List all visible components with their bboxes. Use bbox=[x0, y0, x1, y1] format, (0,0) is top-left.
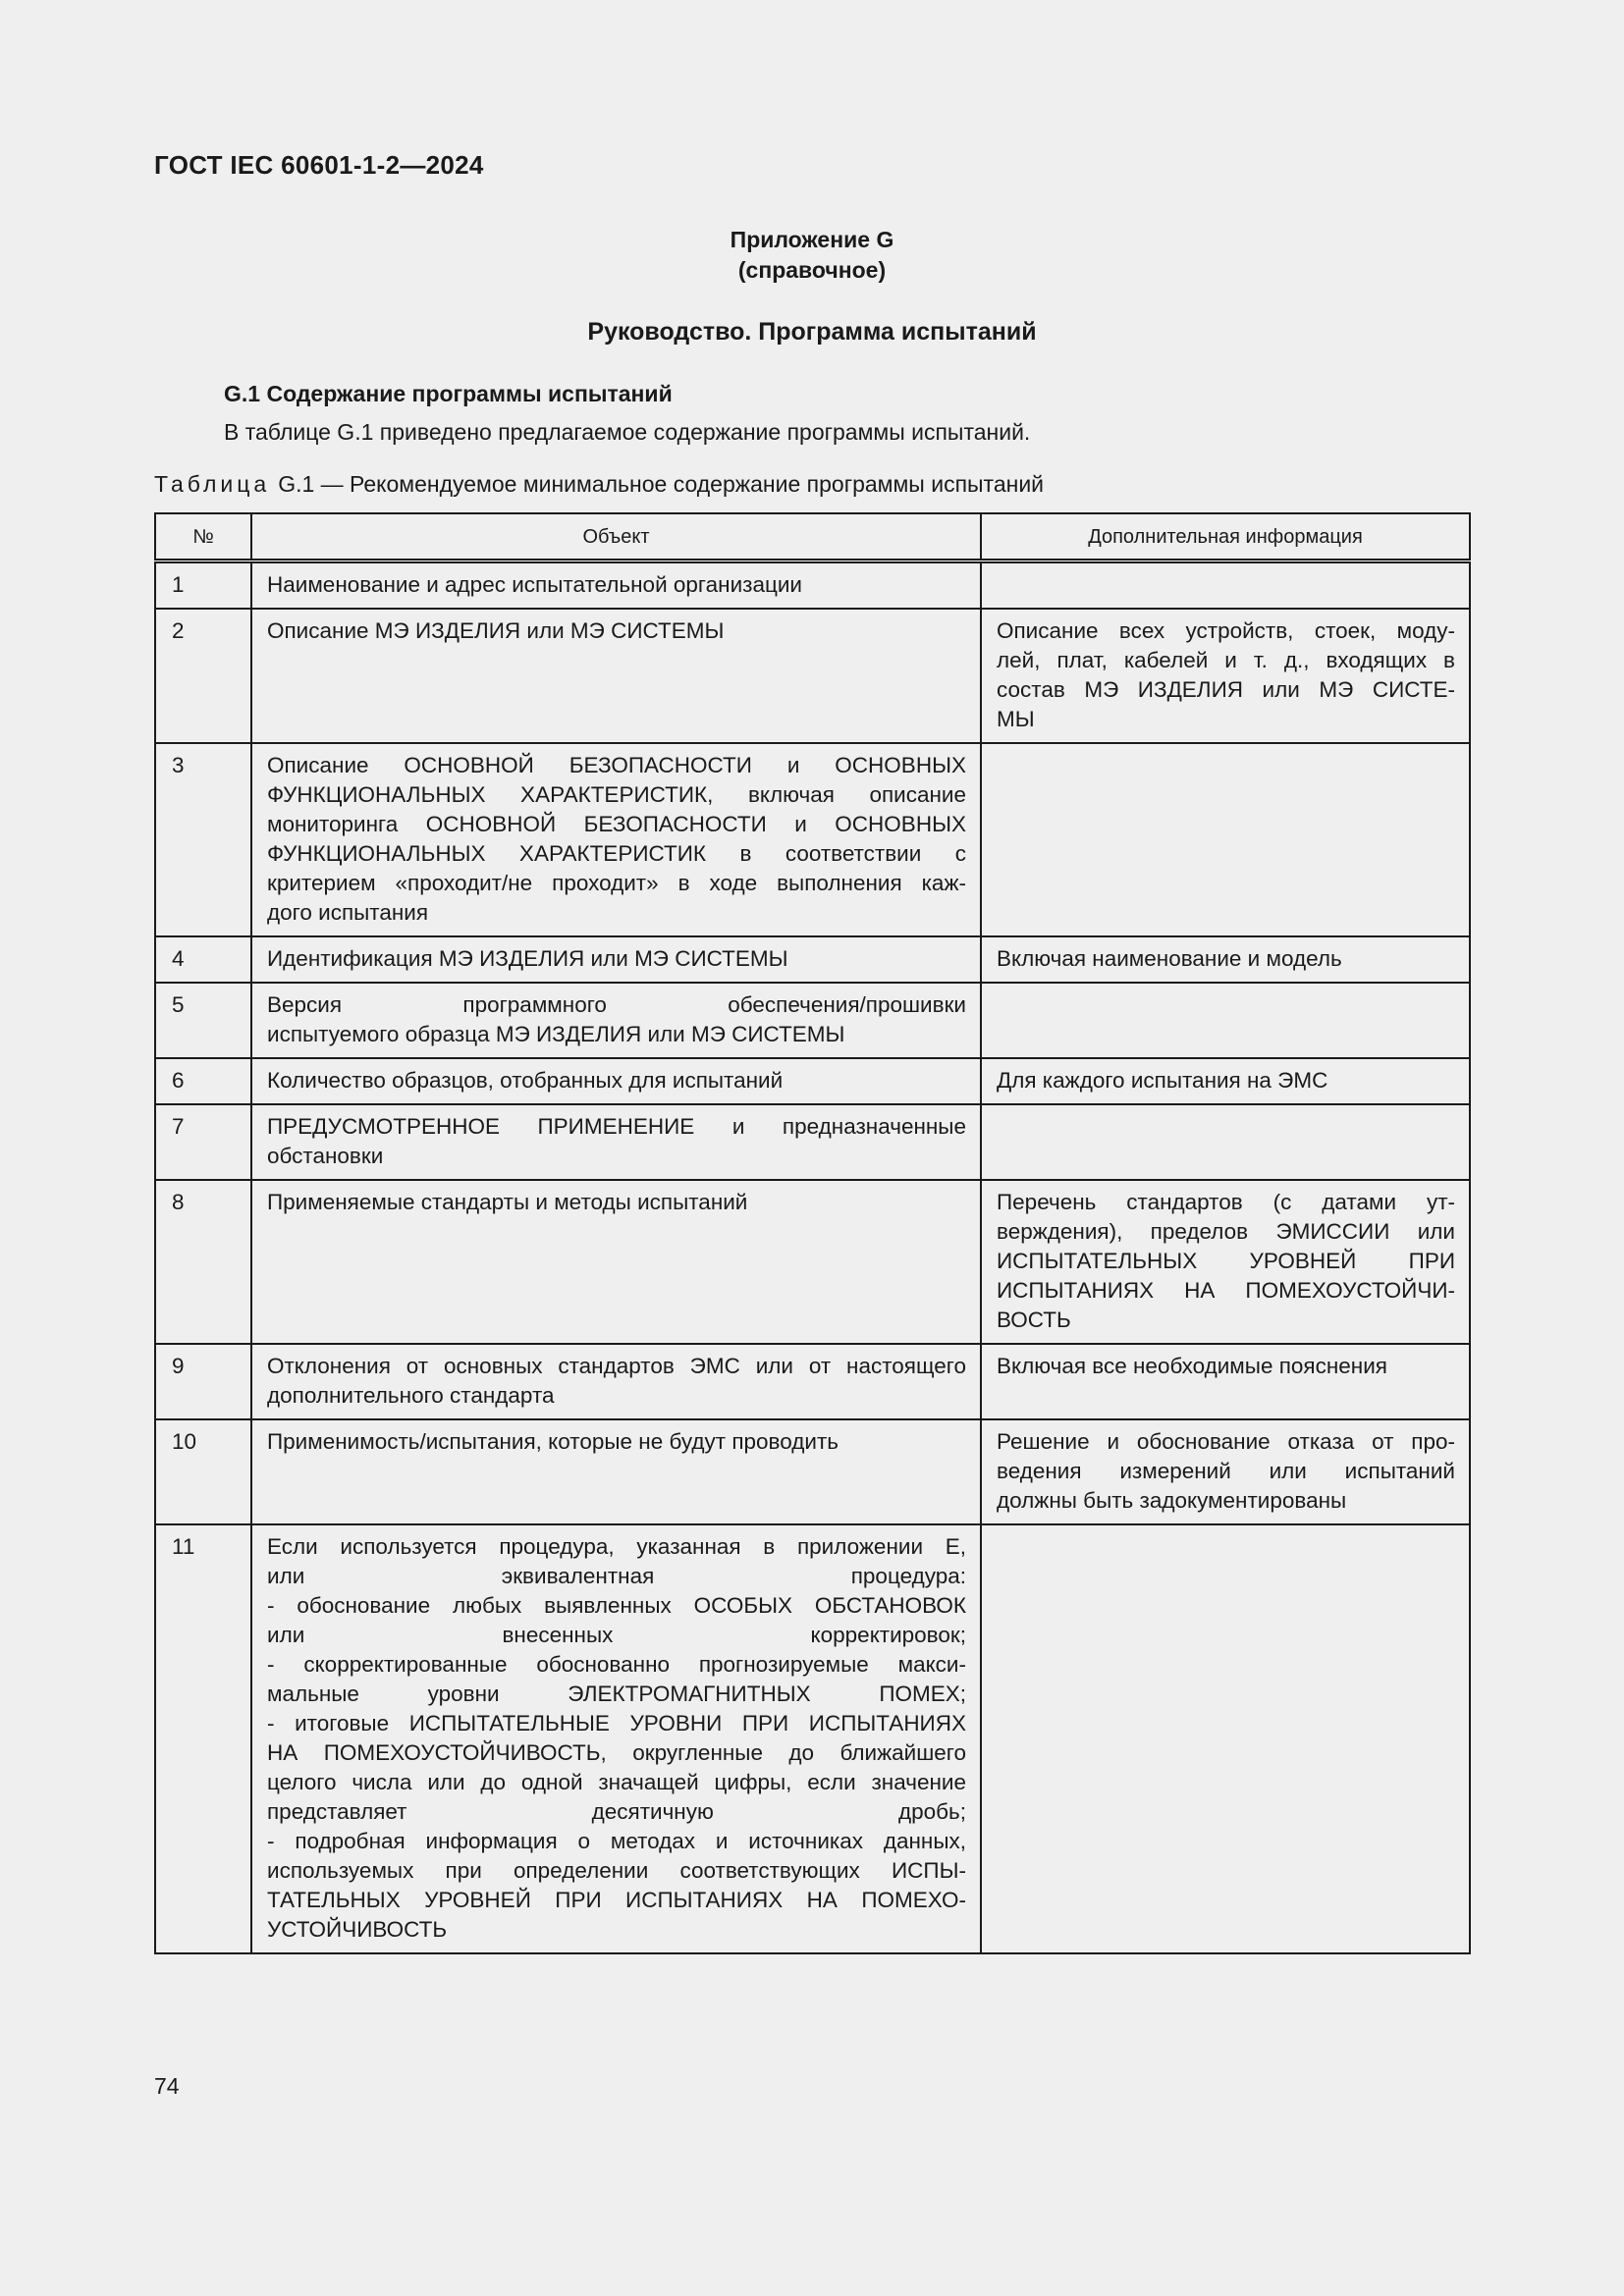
row-object-line: дополнительного стандарта bbox=[267, 1383, 555, 1408]
row-object-line: - подробная информация о методах и источниках данных, bbox=[267, 1829, 966, 1853]
row-info-cell bbox=[981, 1524, 1470, 1953]
row-object-line: обстановки bbox=[267, 1144, 384, 1168]
row-info-line: Включая все необходимые пояснения bbox=[997, 1354, 1387, 1378]
row-info-cell bbox=[981, 1419, 1470, 1524]
row-number: 6 bbox=[155, 1058, 251, 1104]
row-info-cell bbox=[981, 743, 1470, 936]
row-object-line: дого испытания bbox=[267, 900, 429, 925]
row-info-cell bbox=[981, 1058, 1470, 1104]
row-object-cell bbox=[251, 561, 981, 610]
column-header-object: Объект bbox=[251, 513, 981, 561]
table-body bbox=[155, 561, 1470, 1954]
table-row bbox=[155, 1419, 1470, 1524]
annex-type: (справочное) bbox=[737, 257, 887, 283]
column-header-number: № bbox=[155, 513, 251, 561]
row-info-line: Включая наименование и модель bbox=[997, 946, 1342, 971]
row-object-line: мониторинга ОСНОВНОЙ БЕЗОПАСНОСТИ и ОСНОВНЫХ bbox=[267, 812, 966, 836]
table-row bbox=[155, 1180, 1470, 1344]
row-info-line: ведения измерений или испытаний bbox=[997, 1459, 1455, 1483]
row-object-cell bbox=[251, 1058, 981, 1104]
row-object-cell bbox=[251, 1344, 981, 1419]
row-object-line: Отклонения от основных стандартов ЭМС или от настоящего bbox=[267, 1354, 966, 1378]
guide-title: Руководство. Программа испытаний bbox=[587, 318, 1037, 346]
row-object-line: - обоснование любых выявленных ОСОБЫХ ОБСТАНОВОК bbox=[267, 1593, 966, 1618]
row-info-line: Решение и обоснование отказа от про- bbox=[997, 1429, 1455, 1454]
row-info-line: верждения), пределов ЭМИССИИ или bbox=[997, 1219, 1455, 1244]
row-object-line: Описание МЭ ИЗДЕЛИЯ или МЭ СИСТЕМЫ bbox=[267, 618, 725, 643]
row-object-line: или внесенных корректировок; bbox=[267, 1623, 966, 1647]
table-header-row bbox=[155, 513, 1470, 561]
row-number: 4 bbox=[155, 936, 251, 983]
row-object-cell bbox=[251, 1419, 981, 1524]
row-info-line: Описание всех устройств, стоек, моду- bbox=[997, 618, 1455, 643]
row-info-line: Перечень стандартов (с датами ут- bbox=[997, 1190, 1455, 1214]
row-info-cell bbox=[981, 561, 1470, 610]
row-object-line: УСТОЙЧИВОСТЬ bbox=[267, 1917, 448, 1942]
row-object-line: ФУНКЦИОНАЛЬНЫХ ХАРАКТЕРИСТИК, включая описание bbox=[267, 782, 966, 807]
table-row bbox=[155, 936, 1470, 983]
table-row bbox=[155, 1104, 1470, 1180]
row-info-line: Для каждого испытания на ЭМС bbox=[997, 1068, 1328, 1093]
row-object-line: целого числа или до одной значащей цифры, если значение bbox=[267, 1770, 966, 1794]
row-object-line: Идентификация МЭ ИЗДЕЛИЯ или МЭ СИСТЕМЫ bbox=[267, 946, 788, 971]
row-info-line: должны быть задокументированы bbox=[997, 1488, 1347, 1513]
row-object-line: - итоговые ИСПЫТАТЕЛЬНЫЕ УРОВНИ ПРИ ИСПЫТАНИЯХ bbox=[267, 1711, 966, 1735]
test-program-table bbox=[154, 512, 1471, 1954]
row-object-line: используемых при определении соответствующих ИСПЫ- bbox=[267, 1858, 966, 1883]
row-object-cell bbox=[251, 936, 981, 983]
row-info-cell bbox=[981, 936, 1470, 983]
table-row bbox=[155, 1058, 1470, 1104]
page-number: 74 bbox=[154, 2073, 180, 2099]
row-info-line: лей, плат, кабелей и т. д., входящих в bbox=[997, 648, 1455, 672]
row-number: 2 bbox=[155, 609, 251, 743]
row-object-line: испытуемого образца МЭ ИЗДЕЛИЯ или МЭ СИСТЕМЫ bbox=[267, 1022, 845, 1046]
row-object-cell bbox=[251, 1524, 981, 1953]
row-number: 5 bbox=[155, 983, 251, 1058]
table-row bbox=[155, 743, 1470, 936]
annex-title: Приложение G bbox=[730, 227, 894, 252]
row-object-cell bbox=[251, 1180, 981, 1344]
row-object-line: НА ПОМЕХОУСТОЙЧИВОСТЬ, округленные до ближайшего bbox=[267, 1740, 966, 1765]
document-code: ГОСТ IEC 60601-1-2—2024 bbox=[154, 150, 484, 180]
row-number: 10 bbox=[155, 1419, 251, 1524]
row-info-cell bbox=[981, 1180, 1470, 1344]
row-object-cell bbox=[251, 983, 981, 1058]
row-object-cell bbox=[251, 609, 981, 743]
row-object-line: Наименование и адрес испытательной организации bbox=[267, 572, 802, 597]
row-info-line: ИСПЫТАНИЯХ НА ПОМЕХОУСТОЙЧИ- bbox=[997, 1278, 1455, 1303]
row-object-line: представляет десятичную дробь; bbox=[267, 1799, 966, 1824]
row-number: 9 bbox=[155, 1344, 251, 1419]
table-caption bbox=[154, 471, 1044, 498]
row-object-line: или эквивалентная процедура: bbox=[267, 1564, 966, 1588]
row-object-line: Версия программного обеспечения/прошивки bbox=[267, 992, 966, 1017]
row-number: 3 bbox=[155, 743, 251, 936]
row-object-line: ПРЕДУСМОТРЕННОЕ ПРИМЕНЕНИЕ и предназначенные bbox=[267, 1114, 966, 1139]
row-info-line: ИСПЫТАТЕЛЬНЫХ УРОВНЕЙ ПРИ bbox=[997, 1249, 1455, 1273]
column-header-info: Дополнительная информация bbox=[981, 513, 1470, 561]
table-row bbox=[155, 561, 1470, 610]
table-row bbox=[155, 609, 1470, 743]
table-caption-word: Таблица bbox=[154, 471, 271, 497]
row-object-line: Если используется процедура, указанная в приложении Е, bbox=[267, 1534, 966, 1559]
table-row bbox=[155, 983, 1470, 1058]
row-number: 1 bbox=[155, 561, 251, 610]
row-object-line: мальные уровни ЭЛЕКТРОМАГНИТНЫХ ПОМЕХ; bbox=[267, 1682, 966, 1706]
row-object-line: - скорректированные обоснованно прогнозируемые макси- bbox=[267, 1652, 966, 1677]
row-object-line: Применимость/испытания, которые не будут проводить bbox=[267, 1429, 839, 1454]
row-object-line: ФУНКЦИОНАЛЬНЫХ ХАРАКТЕРИСТИК в соответствии с bbox=[267, 841, 966, 866]
row-object-line: Описание ОСНОВНОЙ БЕЗОПАСНОСТИ и ОСНОВНЫХ bbox=[267, 753, 966, 777]
row-info-cell bbox=[981, 983, 1470, 1058]
row-info-line: ВОСТЬ bbox=[997, 1308, 1071, 1332]
row-object-line: Применяемые стандарты и методы испытаний bbox=[267, 1190, 748, 1214]
row-object-line: ТАТЕЛЬНЫХ УРОВНЕЙ ПРИ ИСПЫТАНИЯХ НА ПОМЕХО- bbox=[267, 1888, 966, 1912]
row-info-cell bbox=[981, 1344, 1470, 1419]
row-object-line: Количество образцов, отобранных для испытаний bbox=[267, 1068, 784, 1093]
section-heading: G.1 Содержание программы испытаний bbox=[224, 381, 673, 406]
table-row bbox=[155, 1344, 1470, 1419]
row-number: 8 bbox=[155, 1180, 251, 1344]
table-caption-text: G.1 — Рекомендуемое минимальное содержание программы испытаний bbox=[278, 471, 1045, 497]
row-object-line: критерием «проходит/не проходит» в ходе выполнения каж- bbox=[267, 871, 966, 895]
table-row bbox=[155, 1524, 1470, 1953]
row-number: 11 bbox=[155, 1524, 251, 1953]
row-number: 7 bbox=[155, 1104, 251, 1180]
row-info-cell bbox=[981, 1104, 1470, 1180]
row-info-line: МЫ bbox=[997, 707, 1035, 731]
row-object-cell bbox=[251, 1104, 981, 1180]
row-info-line: состав МЭ ИЗДЕЛИЯ или МЭ СИСТЕ- bbox=[997, 677, 1455, 702]
row-info-cell bbox=[981, 609, 1470, 743]
row-object-cell bbox=[251, 743, 981, 936]
section-intro: В таблице G.1 приведено предлагаемое содержание программы испытаний. bbox=[224, 419, 1031, 445]
